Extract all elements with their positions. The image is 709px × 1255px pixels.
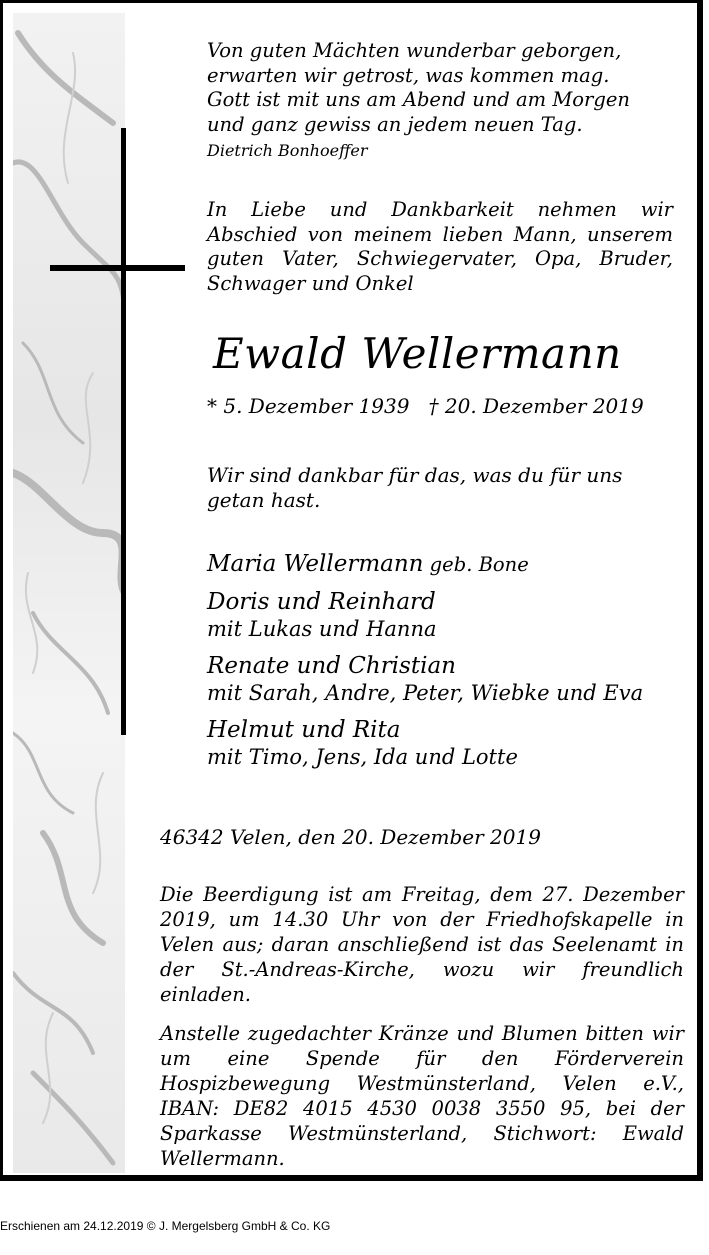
funeral-info: Die Beerdigung ist am Freitag, dem 27. Dezember 2019, um 14.30 Uhr von der Friedhofskapelle in Velen aus; daran anschließend ist das Seelenamt in der St.-Andreas-Kirche, wozu wir freundlich einladen. [160,883,684,1006]
cross-vertical-bar [121,128,126,735]
family-group [207,652,643,707]
intro-text: In Liebe und Dankbarkeit nehmen wir Abschied von meinem lieben Mann, unserem guten Vater, Schwiegervater, Opa, Bruder, Schwager und Onkel [207,198,673,295]
poem-author: Dietrich Bonhoeffer [207,141,368,160]
family-names: Renate und Christian [207,653,456,679]
thanks-line: getan hast. [207,487,321,512]
family-group [207,550,643,579]
deceased-name: Ewald Wellermann [213,329,622,378]
poem-line: erwarten wir getrost, was kommen mag. [207,63,610,87]
poem-line: Gott ist mit uns am Abend und am Morgen [207,88,630,111]
marble-panel [13,13,125,1173]
family-list [207,550,643,780]
family-names: Doris und Reinhard [207,589,436,615]
family-names: Maria Wellermann [207,551,424,577]
family-group [207,588,643,643]
marble-veins [13,13,125,1173]
life-dates: * 5. Dezember 1939 † 20. Dezember 2019 [207,394,644,418]
donation-info: Anstelle zugedachter Kränze und Blumen bitten wir um eine Spende für den Förderverein Hospizbewegung Westmünsterland, Velen e.V., IBAN: DE82 4015 4530 0038 3550 95, bei der Sparkasse Westmünsterland, Stichwort: Ewald Wellermann. [160,1022,684,1170]
family-birth-name: geb. Bone [423,553,529,576]
place-date: 46342 Velen, den 20. Dezember 2019 [160,825,541,849]
family-children: mit Timo, Jens, Ida und Lotte [207,745,518,769]
family-group [207,716,643,771]
poem-line: Von guten Mächten wunderbar geborgen, [207,39,622,62]
publication-footer: Erschienen am 24.12.2019 © J. Mergelsberg GmbH & Co. KG [0,1219,331,1233]
thanks-line: Wir sind dankbar für das, was du für uns [207,463,623,487]
family-names: Helmut und Rita [207,717,401,743]
poem-line: und ganz gewiss an jedem neuen Tag. [207,112,583,136]
thanks-text [207,463,622,512]
cross-horizontal-bar [50,265,185,271]
family-children: mit Lukas und Hanna [207,617,437,641]
poem [207,39,630,137]
family-children: mit Sarah, Andre, Peter, Wiebke und Eva [207,681,644,705]
